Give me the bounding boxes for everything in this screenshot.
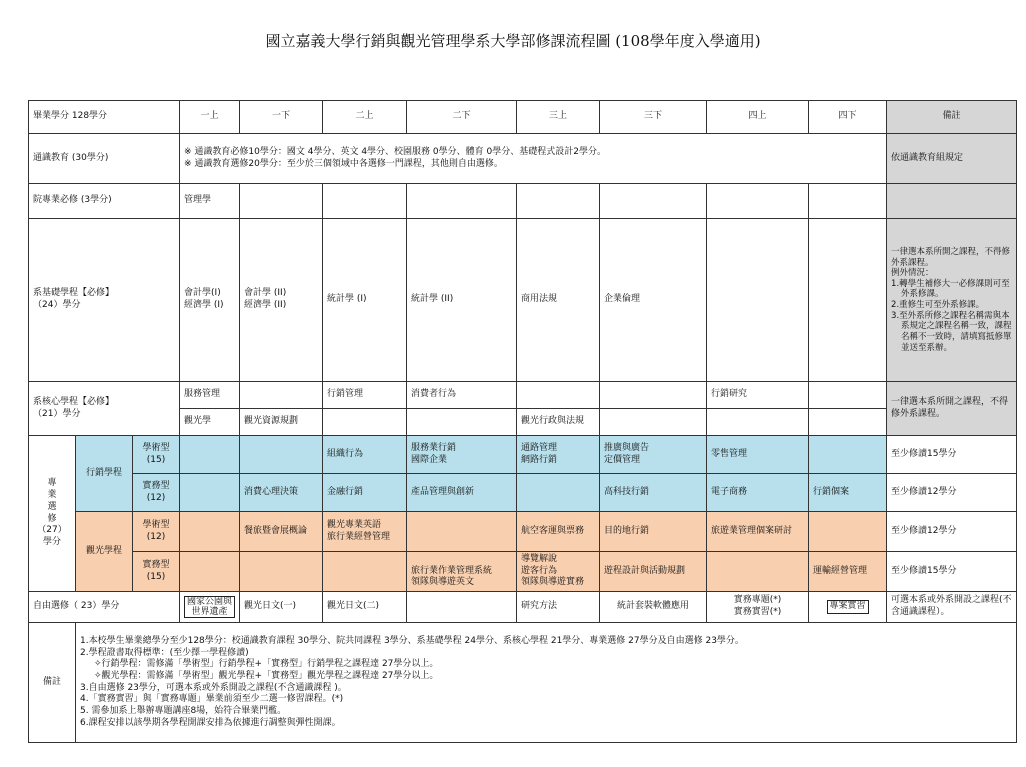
term-1-1: 一上 bbox=[180, 101, 240, 134]
course-itinerary-design: 遊程設計與活動規劃 bbox=[600, 552, 707, 592]
course-business-law: 商用法規 bbox=[517, 219, 600, 382]
marketing-academic-type bbox=[133, 436, 180, 474]
basic-remark-1: 一律選本系所開之課程，不得修外系課程。 bbox=[891, 246, 1011, 268]
course-tourist-behavior: 遊客行為 bbox=[521, 565, 558, 576]
course-accounting-1: 會計學(I) bbox=[184, 288, 221, 299]
basic-1-1 bbox=[180, 219, 240, 382]
note-1: 1.本校學生畢業總學分至少128學分：校通識教育課程 30學分、院共同課程 3學分、系基礎學程 24學分、系核心學程 21學分、專業選修 27學分及自由選修 23學分。 bbox=[80, 635, 744, 646]
course-world-heritage: 世界遺產 bbox=[191, 606, 228, 617]
pe-char-4: 修 bbox=[47, 513, 57, 524]
pe-char-2: 業 bbox=[47, 490, 57, 501]
free-elective-4-1 bbox=[707, 592, 809, 623]
term-3-1: 三上 bbox=[517, 101, 600, 134]
course-service-management: 服務管理 bbox=[180, 382, 240, 409]
tourism-academic-credits: (12) bbox=[146, 531, 166, 542]
course-international-business: 國際企業 bbox=[411, 454, 448, 465]
course-financial-marketing: 金融行銷 bbox=[323, 474, 407, 512]
term-4-2: 四下 bbox=[809, 101, 887, 134]
course-management: 管理學 bbox=[180, 184, 240, 219]
professional-elective-label bbox=[29, 436, 76, 592]
note-4: 4.「實務實習」與「實務專題」畢業前須至少二選一修習課程。(*) bbox=[80, 694, 344, 705]
basic-program-row bbox=[29, 219, 1017, 382]
course-economics-2: 經濟學 (II) bbox=[244, 300, 287, 310]
tourism-practical-credits: (15) bbox=[146, 571, 166, 582]
pe-unit: 學分 bbox=[42, 536, 61, 547]
course-research-methods: 研究方法 bbox=[517, 592, 600, 623]
general-rule-elective: ※ 通識教育選修20學分：至少於三個領域中各選修一門課程，其他則自由選修。 bbox=[184, 158, 503, 169]
course-destination-marketing: 目的地行銷 bbox=[600, 512, 707, 552]
total-credits: 畢業學分 128學分 bbox=[29, 101, 180, 134]
note-6: 6.課程安排以該學期各學程開課安排為依據進行調整與彈性開課。 bbox=[80, 717, 341, 728]
general-education-label: 通識教育 (30學分) bbox=[29, 134, 180, 184]
course-tourism-case-study: 旅遊業管理個案研討 bbox=[707, 512, 809, 552]
general-education-rules bbox=[180, 134, 887, 184]
marketing-academic-3-2 bbox=[600, 436, 707, 474]
course-pricing-management: 定價管理 bbox=[604, 454, 641, 465]
term-2-1: 二上 bbox=[323, 101, 407, 134]
course-channel-management: 通路管理 bbox=[521, 442, 558, 453]
notes-label: 備註 bbox=[29, 623, 76, 743]
basic-remark-2: 例外情況： bbox=[891, 268, 934, 279]
course-statistics-1: 統計學 (I) bbox=[323, 219, 407, 382]
header-row bbox=[29, 101, 1017, 134]
course-retail-management: 零售管理 bbox=[707, 436, 809, 474]
course-hightech-marketing: 高科技行銷 bbox=[600, 474, 707, 512]
note-2-marketing: ✧行銷學程：需修滿「學術型」行銷學程+「實務型」行銷學程之課程達 27學分以上。 bbox=[94, 659, 439, 670]
curriculum-table bbox=[28, 100, 1017, 743]
tourism-practical-type-label: 實務型 bbox=[142, 559, 170, 570]
basic-remark-3: 1.轉學生補修大一必修課則可至外系修課。 bbox=[891, 278, 1010, 300]
marketing-practical-credits: (12) bbox=[146, 492, 166, 503]
marketing-academic-3-1 bbox=[517, 436, 600, 474]
marketing-practical-remark: 至少修讀12學分 bbox=[887, 474, 1017, 512]
marketing-practical-type bbox=[133, 474, 180, 512]
marketing-academic-type-label: 學術型 bbox=[142, 442, 170, 453]
course-tourism-english: 觀光專業英語 bbox=[327, 519, 382, 530]
basic-program-remark bbox=[887, 219, 1017, 382]
basic-remark-5: 3.至外系所修之課程名稱需與本系規定之課程名稱一致，課程名稱不一致時，請填寫抵修單並送至系辦。 bbox=[891, 310, 1012, 353]
course-travel-agency-management: 旅行業經營管理 bbox=[327, 531, 391, 542]
tourism-academic-remark: 至少修讀12學分 bbox=[887, 512, 1017, 552]
general-education-remark: 依通識教育組規定 bbox=[887, 134, 1017, 184]
basic-remark-4: 2.重修生可至外系修課。 bbox=[891, 300, 985, 310]
course-tourism-admin-law: 觀光行政與法規 bbox=[517, 409, 600, 436]
course-tourism-resource-planning: 觀光資源規劃 bbox=[240, 409, 323, 436]
note-2: 2.學程證書取得標準：(至少擇一學程修讀) bbox=[80, 647, 249, 658]
notes-body bbox=[76, 623, 1017, 743]
course-marketing-management: 行銷管理 bbox=[323, 382, 407, 409]
remark-header: 備註 bbox=[887, 101, 1017, 134]
tourism-academic-2-1 bbox=[323, 512, 407, 552]
term-2-2: 二下 bbox=[407, 101, 517, 134]
course-tour-guide-practice: 領隊與導遊實務 bbox=[521, 577, 585, 588]
course-tour-guide-english: 領隊與導遊英文 bbox=[411, 577, 475, 588]
course-airline-ticketing: 航空客運與票務 bbox=[517, 512, 600, 552]
tourism-academic-type-label: 學術型 bbox=[142, 519, 170, 530]
course-japanese-1: 觀光日文(一) bbox=[240, 592, 323, 623]
marketing-academic-credits: (15) bbox=[146, 454, 166, 465]
course-national-parks: 國家公園與 bbox=[187, 596, 233, 607]
tourism-practical-remark: 至少修讀15學分 bbox=[887, 552, 1017, 592]
tourism-practical-2-2 bbox=[407, 552, 517, 592]
tourism-practical-3-1 bbox=[517, 552, 600, 592]
course-e-commerce: 電子商務 bbox=[707, 474, 809, 512]
pe-char-1: 專 bbox=[47, 478, 57, 489]
free-elective-1-1 bbox=[180, 592, 240, 623]
course-service-marketing: 服務業行銷 bbox=[411, 442, 457, 453]
marketing-practical-row bbox=[29, 474, 1017, 512]
notes-row bbox=[29, 623, 1017, 743]
term-1-2: 一下 bbox=[240, 101, 323, 134]
tourism-practical-type bbox=[133, 552, 180, 592]
basic-program-credits: （24）學分 bbox=[33, 300, 81, 310]
course-business-ethics: 企業倫理 bbox=[600, 219, 707, 382]
marketing-academic-remark: 至少修讀15學分 bbox=[887, 436, 1017, 474]
general-rule-required: ※ 通識教育必修10學分：國文 4學分、英文 4學分、校園服務 0學分、體育 0學分、基礎程式設計2學分。 bbox=[184, 146, 606, 157]
core-program-label bbox=[29, 382, 180, 436]
free-elective-4-2 bbox=[809, 592, 887, 623]
course-consumer-psychology: 消費心理決策 bbox=[240, 474, 323, 512]
course-accounting-2: 會計學 (II) bbox=[244, 288, 287, 299]
term-4-1: 四上 bbox=[707, 101, 809, 134]
core-program-credits: （21）學分 bbox=[33, 408, 81, 419]
course-practical-internship: 實務實習(*) bbox=[733, 607, 782, 618]
course-product-management: 產品管理與創新 bbox=[407, 474, 517, 512]
course-organizational-behavior: 組織行為 bbox=[323, 436, 407, 474]
course-marketing-research: 行銷研究 bbox=[707, 382, 809, 409]
term-3-2: 三下 bbox=[600, 101, 707, 134]
pe-credits: （27） bbox=[37, 525, 67, 536]
course-marketing-cases: 行銷個案 bbox=[809, 474, 887, 512]
course-statistical-software: 統計套裝軟體應用 bbox=[600, 592, 707, 623]
marketing-program-name: 行銷學程 bbox=[76, 436, 133, 512]
core-program-row-1 bbox=[29, 382, 1017, 409]
course-promotion-advertising: 推廣與廣告 bbox=[604, 442, 650, 453]
general-education-row bbox=[29, 134, 1017, 184]
course-national-parks-heritage bbox=[184, 596, 235, 619]
marketing-academic-row bbox=[29, 436, 1017, 474]
course-internet-marketing: 網路行銷 bbox=[521, 454, 558, 465]
course-practical-project: 實務專題(*) bbox=[733, 595, 782, 606]
pe-char-3: 選 bbox=[47, 501, 57, 512]
core-program-title: 系核心學程【必修】 bbox=[33, 396, 115, 407]
basic-program-label bbox=[29, 219, 180, 382]
course-hospitality-mice: 餐旅暨會展概論 bbox=[240, 512, 323, 552]
college-required-label: 院專業必修 (3學分) bbox=[29, 184, 180, 219]
tourism-academic-row bbox=[29, 512, 1017, 552]
note-5: 5. 需參加系上舉辦專題講座8場，始符合畢業門檻。 bbox=[80, 705, 287, 716]
course-project-internship: 專案實習 bbox=[827, 600, 869, 614]
free-elective-remark: 可選本系或外系開設之課程(不含通識課程）。 bbox=[887, 592, 1017, 623]
free-elective-row bbox=[29, 592, 1017, 623]
course-transport-management: 運輸經營管理 bbox=[809, 552, 887, 592]
tourism-program-name: 觀光學程 bbox=[76, 512, 133, 592]
free-elective-label: 自由選修（ 23）學分 bbox=[29, 592, 180, 623]
core-program-remark: 一律選本系所開之課程，不得修外系課程。 bbox=[887, 382, 1017, 436]
tourism-practical-row bbox=[29, 552, 1017, 592]
course-travel-agency-system: 旅行業作業管理系統 bbox=[411, 565, 493, 576]
marketing-practical-type-label: 實務型 bbox=[142, 480, 170, 491]
basic-1-2 bbox=[240, 219, 323, 382]
course-consumer-behavior: 消費者行為 bbox=[407, 382, 517, 409]
basic-program-title: 系基礎學程【必修】 bbox=[33, 288, 115, 299]
course-statistics-2: 統計學 (II) bbox=[407, 219, 517, 382]
course-economics-1: 經濟學 (I) bbox=[184, 300, 224, 310]
page-title: 國立嘉義大學行銷與觀光管理學系大學部修課流程圖 (108學年度入學適用) bbox=[265, 32, 761, 50]
course-interpretation: 導覽解說 bbox=[521, 554, 558, 564]
course-japanese-2: 觀光日文(二) bbox=[323, 592, 407, 623]
marketing-academic-2-2 bbox=[407, 436, 517, 474]
tourism-academic-type bbox=[133, 512, 180, 552]
note-2-tourism: ✧觀光學程：需修滿「學術型」觀光學程+「實務型」觀光學程之課程達 27學分以上。 bbox=[94, 670, 439, 681]
college-required-row bbox=[29, 184, 1017, 219]
course-intro-tourism: 觀光學 bbox=[180, 409, 240, 436]
note-3: 3.自由選修 23學分，可選本系或外系開設之課程(不含通識課程 )。 bbox=[80, 682, 347, 693]
